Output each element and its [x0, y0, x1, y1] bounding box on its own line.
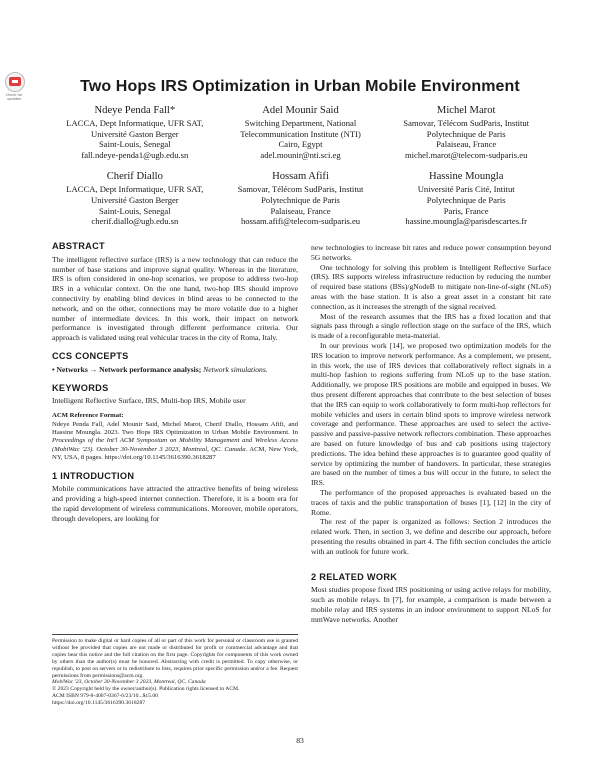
- author-card: [383, 170, 549, 226]
- right-column: [311, 243, 551, 624]
- abstract-text: The intelligent reflective surface (IRS) is a new technology that can reduce the number of base stations and improve signal quality. Whereas in the literature, IRS is often considered in one-hop scenarios, we propose to address two-hop IRS in a vehicular context. On the one hand, two-hop IRS should improve connectivity by enabling blind devices in blind areas to be connected to the network, and on the other, connections may be more volatile due to a higher number of intermediate devices. In this work, their impact on network performance is investigated through different performance criteria. Our approach is validated using real vehicular traces in the city of Roma, Italy.: [52, 254, 298, 343]
- author-email[interactable]: hossam.afifi@telecom-sudparis.eu: [240, 216, 361, 227]
- author-email[interactable]: fall.ndeye-penda1@ugb.edu.sn: [81, 149, 189, 160]
- intro-paragraph: One technology for solving this problem is Intelligent Reflective Surface (IRS). IRS supports wireless infrastructure reduction by reducing the number of required base stations (BSs)/gNodeB to mitigate non-line-of-sight (NLoS) areas with the base station. It is also a great asset in a constant bit rate connection, as it increases the strength of the signal received.: [311, 262, 551, 311]
- doi-link[interactable]: https://doi.org/10.1145/3616390.3618287: [52, 700, 146, 707]
- copyright-footnote: [52, 634, 298, 707]
- author-card: [52, 104, 218, 160]
- keywords-text: Intelligent Reflective Surface, IRS, Multi-hop IRS, Mobile user: [52, 396, 246, 406]
- paper-title: Two Hops IRS Optimization in Urban Mobile Environment: [80, 78, 520, 95]
- badge-label: Check for updates: [5, 93, 23, 101]
- ccs-text: [52, 365, 298, 375]
- page-number: 83: [296, 736, 304, 745]
- ccs-italic: Network simulations.: [201, 364, 268, 374]
- venue-line: MobiWac '23, October 30-November 3 2023, Montreal, QC, Canada: [52, 679, 206, 686]
- copyright-line: © 2023 Copyright held by the owner/author(s). Publication rights licensed to ACM.: [52, 686, 240, 693]
- author-location: Paris, France: [443, 205, 489, 216]
- author-affiliation: LACCA, Dept Informatique, UFR SAT,: [66, 184, 204, 195]
- author-card: [218, 170, 384, 226]
- ccs-bold: • Networks → Network performance analysis;: [52, 364, 202, 374]
- author-card: [383, 104, 549, 160]
- abstract-heading: ABSTRACT: [52, 241, 105, 251]
- author-email[interactable]: michel.marot@telecom-sudparis.eu: [404, 149, 528, 160]
- author-card: [218, 104, 384, 160]
- author-affiliation: Polytechnique de Paris: [426, 194, 506, 205]
- author-affiliation: Université Gaston Berger: [91, 128, 179, 139]
- related-work-paragraph: Most studies propose fixed IRS positioning or using active relays for mobility, such as mobile relays. In [7], for example, a comparison is made between a mobile relay and IRS systems in an indoor environment to support NLoS for mmWave networks. Another: [311, 585, 551, 624]
- intro-paragraph: Most of the research assumes that the IRS has a fixed location and that signals pass through a single reflection stage on the surface of the IRS, which is made of a reconfigurable meta-material.: [311, 311, 551, 341]
- author-affiliation: Université Gaston Berger: [91, 194, 179, 205]
- permission-text: Permission to make digital or hard copies of all or part of this work for personal or classroom use is granted without fee provided that copies are not made or distributed for profit or commercial advantage and that copies bear this notice and the full citation on the first page. Copyrights for components of this work owned by others than the author(s) must be honored. Abstracting with credit is permitted. To copy otherwise, or republish, to post on servers or to redistribute to lists, requires prior specific permission and/or a fee. Request permissions from permissions@acm.org.: [52, 638, 298, 679]
- intro-paragraph: Mobile communications have attracted the attractive benefits of being wireless and providing a high-speed internet connection. Therefore, it is a boom era for the rapid development of wireless communications. Moreover, mobile operators, through developers, are looking for: [52, 484, 298, 523]
- ccs-heading: CCS CONCEPTS: [52, 350, 129, 361]
- intro-paragraph: In our previous work [14], we proposed two optimization models for the IRS location to improve network performance. As a complement, we present, in this work, the use of IRS devices that collaboratively reflect signals in a multi-hop fashion to regions suffering from NLoS up to the base station. Additionally, we propose IRS positions are mobile and equipped in buses. We thus present different approaches that contribute to the best selection of buses that the IRS can equip to work collaboratively to form multi-hop reflectors for mobile vehicles and users in certain blind spots to improve wireless network coverage and performance. These approaches are used to select the active-passive and passive-passive network reflectors combination. These approaches are based on future knowledge of bus and cab positions using trajectory predictions. The idea behind these approaches is to guarantee good quality of service by optimizing the number of handovers. In particular, these strategies are based on the number of times a bus will occur in the future, to select the IRS.: [311, 340, 551, 488]
- keywords-heading: KEYWORDS: [52, 382, 109, 393]
- author-affiliation: Switching Department, National: [244, 118, 357, 128]
- author-row-2: [52, 170, 549, 226]
- author-card: [52, 170, 218, 226]
- author-name: Hossam Afifi: [272, 171, 329, 183]
- intro-paragraph: new technologies to increase bit rates and reduce power consumption beyond 5G networks.: [311, 243, 551, 262]
- author-affiliation: Université Paris Cité, Intitut: [417, 184, 515, 195]
- intro-paragraph: The rest of the paper is organized as follows: Section 2 introduces the related work. Then, in section 3, we define and describe our approach, before presenting the results obtained in part 4. The fifth section concludes the article with an outlook for future work.: [311, 517, 551, 556]
- author-affiliation: Polytechnique de Paris: [261, 194, 340, 205]
- acm-ref-rest[interactable]: ACM, New York, NY, USA, 8 pages. https://doi.org/10.1145/3616390.3618287: [52, 445, 298, 462]
- author-location: Palaiseau, France: [436, 139, 497, 150]
- author-email[interactable]: adel.mounir@nti.sci.eg: [260, 149, 341, 160]
- author-email[interactable]: cherif.diallo@ugb.edu.sn: [91, 216, 179, 227]
- author-location: Saint-Louis, Senegal: [99, 205, 171, 216]
- author-block: [52, 104, 549, 237]
- left-column: [52, 242, 298, 524]
- intro-heading: 1 INTRODUCTION: [52, 470, 135, 481]
- author-name: Hassine Moungla: [428, 171, 504, 183]
- author-name: Cherif Diallo: [106, 171, 163, 183]
- acm-ref-text: [52, 421, 298, 463]
- intro-paragraph: The performance of the proposed approaches is evaluated based on the traces of taxis and the public transportation of buses [1], [12] in the city of Rome.: [311, 487, 551, 517]
- author-affiliation: LACCA, Dept Informatique, UFR SAT,: [66, 118, 204, 128]
- author-name: Adel Mounir Said: [262, 105, 339, 116]
- author-email[interactable]: hassine.moungla@parisdescartes.fr: [405, 216, 527, 227]
- acm-ref-venue: Proceedings of the Int'l ACM Symposium on Mobility Management and Wireless Access (MobiWac '23). October 30-November 3 2023, Montreal, QC. Canada.: [52, 437, 298, 453]
- related-work-heading: 2 RELATED WORK: [311, 571, 398, 582]
- author-affiliation: Samovar, Télécom SudParis, Institut: [237, 184, 364, 195]
- author-affiliation: Samovar, Télécom SudParis, Institut: [403, 118, 530, 128]
- acm-ref-heading: ACM Reference Format:: [52, 412, 124, 420]
- author-affiliation: Telecommunication Institute (NTI): [240, 128, 361, 139]
- author-row-1: [52, 104, 549, 160]
- check-for-updates-badge[interactable]: [2, 72, 26, 100]
- author-location: Cairo, Egypt: [278, 139, 323, 150]
- author-affiliation: Polytechnique de Paris: [426, 128, 506, 139]
- acm-ref-authors: Ndeye Penda Fall, Adel Mounir Said, Michel Marot, Cherif Diallo, Hossam Afifi, and Hassine Moungla. 2023. Two Hops IRS Optimization in Urban Mobile Environment. In: [52, 420, 298, 436]
- author-name: Ndeye Penda Fall*: [94, 105, 176, 116]
- author-location: Saint-Louis, Senegal: [99, 139, 171, 150]
- update-icon: [5, 72, 25, 92]
- isbn-line: ACM ISBN 979-8-4007-0367-6/23/10...$15.00: [52, 693, 158, 700]
- author-location: Palaiseau, France: [270, 205, 331, 216]
- author-name: Michel Marot: [436, 105, 496, 116]
